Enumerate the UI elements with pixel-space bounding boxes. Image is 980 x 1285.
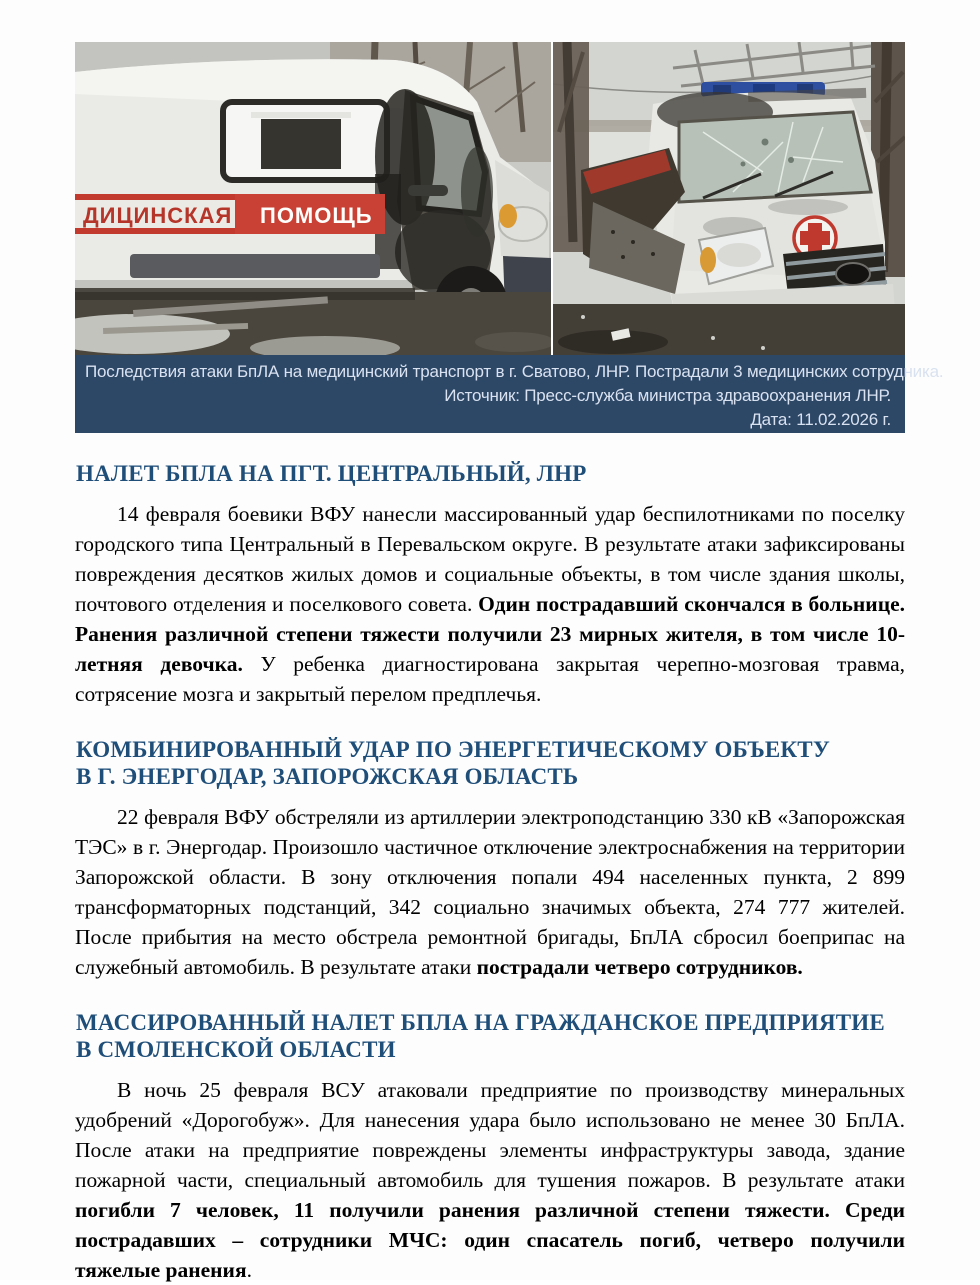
stripe-text-pomosch: ПОМОЩЬ	[260, 203, 373, 228]
section-central-lnr	[75, 460, 905, 709]
heading-line: КОМБИНИРОВАННЫЙ УДАР ПО ЭНЕРГЕТИЧЕСКОМУ ОБЪЕКТУ	[76, 737, 830, 762]
ambulance-front-photo	[553, 42, 905, 355]
ambulance-front-illustration	[553, 42, 905, 355]
text-run-bold: пострадали четверо сотрудников.	[476, 955, 803, 979]
text-run: 22 февраля ВФУ обстреляли из артиллерии электроподстанцию 330 кВ «Запорожская ТЭС» в г. Энергодар. Произошло частичное отключение электроснабжения на территории Запорожской области. В зону отключения попали 494 населенных пункта, 2 899 трансформаторных подстанций, 342 социально значимых объекта, 274 777 жителей. После прибытия на место обстрела ремонтной бригады, БпЛА сбросил боеприпас на служебный автомобиль. В результате атаки	[75, 805, 905, 979]
section-paragraph	[75, 499, 905, 709]
stripe-text-medicinskaya: ДИЦИНСКАЯ	[83, 203, 233, 228]
section-heading	[76, 736, 905, 790]
heading-line: МАССИРОВАННЫЙ НАЛЕТ БПЛА НА ГРАЖДАНСКОЕ ПРЕДПРИЯТИЕ	[76, 1010, 885, 1035]
text-run-bold: Один пострадавший скончался в больнице. Ранения различной степени тяжести получили 23 мирных жителя, в том числе 10-летняя девочка.	[75, 592, 906, 676]
medical-stripe	[75, 194, 385, 234]
text-run: В ночь 25 февраля ВСУ атаковали предприятие по производству минеральных удобрений «Дорогобуж». Для нанесения удара было использовано не менее 30 БпЛА. После атаки на предприятие повреждены элементы инфраструктуры завода, здание пожарной части, специальный автомобиль для тушения пожаров. В результате атаки	[75, 1078, 905, 1192]
photo-montage	[75, 42, 905, 355]
section-heading	[76, 460, 905, 487]
heading-line: В Г. ЭНЕРГОДАР, ЗАПОРОЖСКАЯ ОБЛАСТЬ	[76, 764, 579, 789]
text-run-bold: погибли 7 человек, 11 получили ранения различной степени тяжести. Среди пострадавших – сотрудники МЧС: один спасатель погиб, четверо получили тяжелые ранения	[75, 1198, 905, 1282]
heading-line: НАЛЕТ БПЛА НА ПГТ. ЦЕНТРАЛЬНЫЙ, ЛНР	[76, 461, 587, 486]
ambulance-side-illustration	[75, 42, 551, 355]
section-paragraph	[75, 1075, 905, 1285]
caption-line-1: Последствия атаки БпЛА на медицинский транспорт в г. Сватово, ЛНР. Пострадали 3 медицинских сотрудника.	[85, 362, 944, 381]
section-smolensk	[75, 1009, 905, 1285]
photo-caption-bar	[75, 355, 944, 433]
text-run: 14 февраля боевики ВФУ нанесли массированный удар беспилотниками по поселку городского типа Центральный в Перевальском округе. В результате атаки зафиксированы повреждения десятков жилых домов и социальные объекты, в том числе здания школы, почтового отделения и поселкового совета.	[75, 502, 905, 616]
report-content	[75, 42, 944, 1285]
caption-line-2: Источник: Пресс-служба министра здравоохранения ЛНР.	[444, 386, 891, 405]
section-heading	[76, 1009, 905, 1063]
text-run: .	[246, 1258, 252, 1282]
section-paragraph	[75, 802, 905, 982]
windshield	[679, 112, 871, 202]
heading-line: В СМОЛЕНСКОЙ ОБЛАСТИ	[76, 1037, 396, 1062]
lower-band	[130, 254, 380, 278]
section-energodar	[75, 736, 905, 982]
ground	[75, 288, 551, 355]
text-run: У ребенка диагностирована закрытая черепно-мозговая травма, сотрясение мозга и закрытый перелом предплечья.	[75, 652, 905, 706]
ambulance-side-photo	[75, 42, 551, 355]
caption-line-3: Дата: 11.02.2026 г.	[750, 410, 891, 429]
photo-figure	[75, 42, 944, 433]
side-window	[223, 102, 387, 180]
ground	[553, 304, 905, 355]
